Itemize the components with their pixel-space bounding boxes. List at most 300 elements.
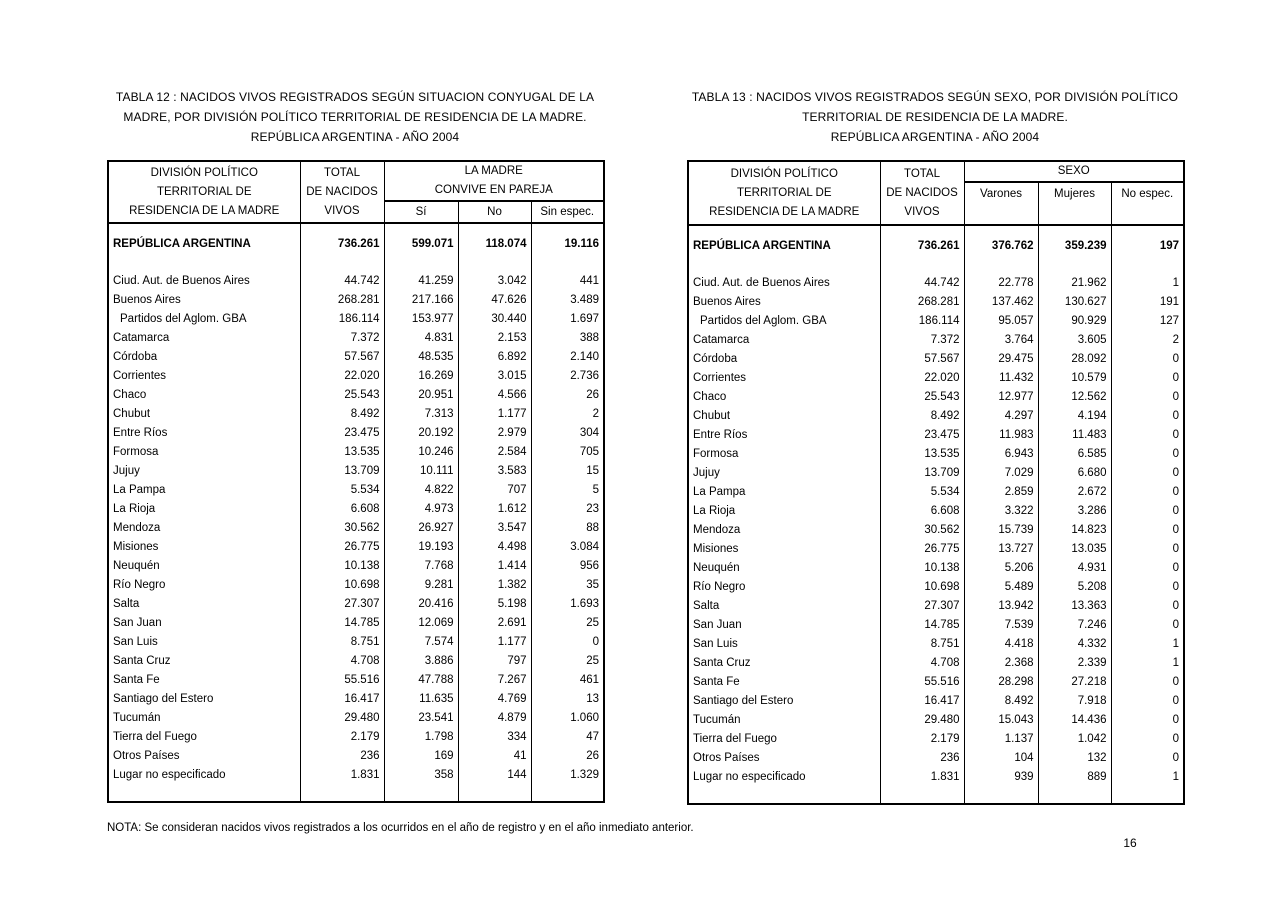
table-row [688, 730, 1184, 749]
value-cell: 27.218 [1038, 673, 1111, 692]
value-cell: 22.020 [300, 367, 384, 386]
value-cell: 11.635 [384, 690, 458, 709]
header-text-line: CONVIVE EN PAREJA [434, 184, 553, 196]
row-label: Otros Países [113, 750, 180, 762]
value-cell: 3.886 [384, 652, 458, 671]
value-cell: 0 [1111, 350, 1184, 369]
header-subcol: Sí [384, 201, 458, 223]
value-cell: 939 [964, 768, 1038, 787]
value-cell: 4.831 [384, 329, 458, 348]
table-row [108, 500, 604, 519]
row-label: Santiago del Estero [113, 693, 214, 705]
header-text-line: LA MADRE [464, 165, 523, 177]
value-cell: 358 [384, 766, 458, 785]
table-row [688, 445, 1184, 464]
value-cell: 376.762 [964, 236, 1038, 256]
value-cell: 3.764 [964, 331, 1038, 350]
header-text-line: RESIDENCIA DE LA MADRE [129, 204, 280, 217]
value-cell: 137.462 [964, 293, 1038, 312]
spacer-row [688, 787, 1184, 804]
table-row [688, 369, 1184, 388]
table-row [688, 388, 1184, 407]
value-cell: 736.261 [880, 236, 964, 256]
header-text-line: RESIDENCIA DE LA MADRE [709, 205, 860, 218]
value-cell: 2.368 [964, 654, 1038, 673]
value-cell: 0 [1111, 711, 1184, 730]
value-cell: 3.583 [458, 462, 531, 481]
row-label: Partidos del Aglom. GBA [120, 313, 247, 325]
value-cell: 5.198 [458, 595, 531, 614]
value-cell: 13.535 [880, 445, 964, 464]
value-cell: 7.267 [458, 671, 531, 690]
value-cell: 1 [1111, 654, 1184, 673]
value-cell: 8.751 [880, 635, 964, 654]
table-row [688, 597, 1184, 616]
value-cell: 0 [1111, 445, 1184, 464]
value-cell: 13 [531, 690, 604, 709]
value-cell: 7.574 [384, 633, 458, 652]
value-cell: 236 [880, 749, 964, 768]
value-cell: 2.672 [1038, 483, 1111, 502]
value-cell: 6.892 [458, 348, 531, 367]
value-cell: 599.071 [384, 234, 458, 254]
table-row [108, 424, 604, 443]
value-cell: 25.543 [880, 388, 964, 407]
value-cell: 14.823 [1038, 521, 1111, 540]
row-label: Tucumán [693, 714, 741, 726]
row-label: Lugar no especificado [113, 769, 226, 781]
value-cell: 26.775 [880, 540, 964, 559]
value-cell: 1.329 [531, 766, 604, 785]
value-cell: 20.951 [384, 386, 458, 405]
table-row [108, 614, 604, 633]
value-cell: 23 [531, 500, 604, 519]
value-cell: 4.973 [384, 500, 458, 519]
spacer-row [688, 256, 1184, 274]
value-cell: 0 [1111, 730, 1184, 749]
header-subcol: Sin espec. [531, 201, 604, 223]
row-label: Entre Ríos [693, 429, 748, 441]
table-row [688, 540, 1184, 559]
table-row [108, 576, 604, 595]
value-cell: 2.179 [880, 730, 964, 749]
value-cell: 2.584 [458, 443, 531, 462]
row-label: Tucumán [113, 712, 161, 724]
value-cell: 48.535 [384, 348, 458, 367]
header-text-line: VIVOS [904, 205, 940, 218]
value-cell: 6.608 [300, 500, 384, 519]
value-cell: 1.060 [531, 709, 604, 728]
value-cell: 236 [300, 747, 384, 766]
value-cell: 0 [1111, 388, 1184, 407]
value-cell: 2 [531, 405, 604, 424]
value-cell: 20.416 [384, 595, 458, 614]
row-label: La Pampa [693, 486, 746, 498]
value-cell: 25.543 [300, 386, 384, 405]
row-label: Chubut [693, 410, 731, 422]
value-cell: 1 [1111, 635, 1184, 654]
table-row [108, 462, 604, 481]
row-label: Otros Países [693, 752, 760, 764]
value-cell: 29.480 [300, 709, 384, 728]
value-cell: 5.489 [964, 578, 1038, 597]
value-cell: 7.029 [964, 464, 1038, 483]
value-cell: 4.879 [458, 709, 531, 728]
value-cell: 7.539 [964, 616, 1038, 635]
row-label: San Juan [693, 619, 742, 631]
value-cell: 0 [1111, 673, 1184, 692]
value-cell: 10.698 [300, 576, 384, 595]
value-cell: 1.697 [531, 310, 604, 329]
value-cell: 0 [1111, 597, 1184, 616]
value-cell: 4.332 [1038, 635, 1111, 654]
header-text-line: DIVISIÓN POLÍTICO [150, 166, 258, 179]
table-row [688, 331, 1184, 350]
value-cell: 7.246 [1038, 616, 1111, 635]
table-row [108, 386, 604, 405]
value-cell: 1.693 [531, 595, 604, 614]
row-label: Misiones [113, 541, 159, 553]
value-cell: 6.943 [964, 445, 1038, 464]
table-row [688, 654, 1184, 673]
table-row [108, 671, 604, 690]
value-cell: 47.626 [458, 291, 531, 310]
value-cell: 10.698 [880, 578, 964, 597]
value-cell: 3.605 [1038, 331, 1111, 350]
value-cell: 23.475 [880, 426, 964, 445]
value-cell: 889 [1038, 768, 1111, 787]
value-cell: 26.927 [384, 519, 458, 538]
table12-title [100, 87, 610, 147]
table-row [688, 578, 1184, 597]
value-cell: 6.680 [1038, 464, 1111, 483]
row-label: Santa Fe [113, 674, 160, 686]
value-cell: 55.516 [300, 671, 384, 690]
table-body [108, 223, 604, 802]
table12-title-line2: MADRE, POR DIVISIÓN POLÍTICO TERRITORIAL DE RESIDENCIA DE LA MADRE. [123, 110, 587, 124]
value-cell: 2 [1111, 331, 1184, 350]
value-cell: 705 [531, 443, 604, 462]
value-cell: 47 [531, 728, 604, 747]
row-label: Córdoba [693, 353, 738, 365]
value-cell: 3.286 [1038, 502, 1111, 521]
table-row [108, 633, 604, 652]
row-label: Santa Fe [693, 676, 740, 688]
row-label: Formosa [113, 446, 159, 458]
value-cell: 132 [1038, 749, 1111, 768]
row-label: Misiones [693, 543, 739, 555]
value-cell: 4.297 [964, 407, 1038, 426]
row-label: Santiago del Estero [693, 695, 794, 707]
table-row [108, 709, 604, 728]
row-label: Partidos del Aglom. GBA [700, 315, 827, 327]
table-row [108, 272, 604, 291]
header-total-nacidos-vivos [300, 161, 384, 223]
table-12-situacion-conyugal [107, 160, 605, 803]
table-row [688, 692, 1184, 711]
row-label: Entre Ríos [113, 427, 168, 439]
value-cell: 20.192 [384, 424, 458, 443]
row-label: Ciud. Aut. de Buenos Aires [113, 275, 250, 287]
table-row [108, 367, 604, 386]
value-cell: 2.859 [964, 483, 1038, 502]
value-cell: 2.339 [1038, 654, 1111, 673]
table-row [108, 405, 604, 424]
row-label: San Luis [113, 636, 158, 648]
value-cell: 1.042 [1038, 730, 1111, 749]
spacer-row [108, 254, 604, 272]
table-row [688, 350, 1184, 369]
value-cell: 11.483 [1038, 426, 1111, 445]
value-cell: 44.742 [300, 272, 384, 291]
table-row [108, 690, 604, 709]
table-row [688, 502, 1184, 521]
table-row [688, 559, 1184, 578]
value-cell: 13.535 [300, 443, 384, 462]
value-cell: 4.708 [880, 654, 964, 673]
row-label: La Pampa [113, 484, 166, 496]
table-row [108, 348, 604, 367]
table-row [108, 519, 604, 538]
row-label: Lugar no especificado [693, 771, 806, 783]
value-cell: 2.979 [458, 424, 531, 443]
value-cell: 90.929 [1038, 312, 1111, 331]
value-cell: 1.414 [458, 557, 531, 576]
value-cell: 30.562 [880, 521, 964, 540]
value-cell: 5.534 [300, 481, 384, 500]
row-label: Salta [693, 600, 720, 612]
value-cell: 3.322 [964, 502, 1038, 521]
spacer-row [108, 223, 604, 234]
value-cell: 144 [458, 766, 531, 785]
value-cell: 104 [964, 749, 1038, 768]
header-division-politico [108, 161, 300, 223]
value-cell: 8.492 [964, 692, 1038, 711]
table-row [688, 749, 1184, 768]
value-cell: 19.193 [384, 538, 458, 557]
value-cell: 23.475 [300, 424, 384, 443]
value-cell: 1.831 [300, 766, 384, 785]
table13-title-line1: TABLA 13 : NACIDOS VIVOS REGISTRADOS SEGÚN SEXO, POR DIVISIÓN POLÍTICO [691, 90, 1179, 104]
value-cell: 13.709 [300, 462, 384, 481]
value-cell: 41 [458, 747, 531, 766]
value-cell: 26.775 [300, 538, 384, 557]
table-row [108, 481, 604, 500]
value-cell: 0 [1111, 749, 1184, 768]
row-label: Río Negro [113, 579, 166, 591]
value-cell: 10.138 [300, 557, 384, 576]
value-cell: 27.307 [880, 597, 964, 616]
value-cell: 29.480 [880, 711, 964, 730]
value-cell: 0 [1111, 559, 1184, 578]
header-group [964, 161, 1184, 182]
value-cell: 736.261 [300, 234, 384, 254]
value-cell: 25 [531, 614, 604, 633]
value-cell: 26 [531, 386, 604, 405]
value-cell: 57.567 [880, 350, 964, 369]
value-cell: 268.281 [880, 293, 964, 312]
value-cell: 1.382 [458, 576, 531, 595]
header-subcol: Mujeres [1038, 182, 1111, 225]
value-cell: 118.074 [458, 234, 531, 254]
row-label: Jujuy [113, 465, 140, 477]
value-cell: 19.116 [531, 234, 604, 254]
value-cell: 21.962 [1038, 274, 1111, 293]
row-label: Chaco [693, 391, 727, 403]
value-cell: 15.739 [964, 521, 1038, 540]
table-row [688, 768, 1184, 787]
value-cell: 16.417 [880, 692, 964, 711]
value-cell: 4.769 [458, 690, 531, 709]
row-label: REPÚBLICA ARGENTINA [113, 237, 251, 250]
value-cell: 22.778 [964, 274, 1038, 293]
value-cell: 14.436 [1038, 711, 1111, 730]
value-cell: 29.475 [964, 350, 1038, 369]
row-label: Salta [113, 598, 140, 610]
table-row [688, 464, 1184, 483]
value-cell: 30.440 [458, 310, 531, 329]
value-cell: 461 [531, 671, 604, 690]
table-body [688, 225, 1184, 804]
value-cell: 13.727 [964, 540, 1038, 559]
row-label: Chubut [113, 408, 151, 420]
table13-title [680, 87, 1190, 147]
value-cell: 13.709 [880, 464, 964, 483]
header-subcol: No [458, 201, 531, 223]
value-cell: 8.751 [300, 633, 384, 652]
row-label: Tierra del Fuego [113, 731, 197, 743]
total-row [688, 236, 1184, 256]
value-cell: 0 [1111, 407, 1184, 426]
value-cell: 14.785 [300, 614, 384, 633]
value-cell: 2.153 [458, 329, 531, 348]
value-cell: 41.259 [384, 272, 458, 291]
header-subcol: Varones [964, 182, 1038, 225]
value-cell: 22.020 [880, 369, 964, 388]
table-row [688, 673, 1184, 692]
table-row [108, 652, 604, 671]
value-cell: 441 [531, 272, 604, 291]
value-cell: 7.372 [880, 331, 964, 350]
value-cell: 130.627 [1038, 293, 1111, 312]
row-label: Santa Cruz [113, 655, 171, 667]
table-row [688, 426, 1184, 445]
value-cell: 5 [531, 481, 604, 500]
value-cell: 5.206 [964, 559, 1038, 578]
value-cell: 15 [531, 462, 604, 481]
value-cell: 6.585 [1038, 445, 1111, 464]
table13-title-line3: REPÚBLICA ARGENTINA - AÑO 2004 [830, 130, 1040, 144]
value-cell: 10.138 [880, 559, 964, 578]
row-label: Santa Cruz [693, 657, 751, 669]
value-cell: 956 [531, 557, 604, 576]
header-division-politico [688, 161, 880, 225]
value-cell: 14.785 [880, 616, 964, 635]
value-cell: 3.547 [458, 519, 531, 538]
note-text: NOTA: Se consideran nacidos vivos registrados a los ocurridos en el año de registro y en el año inmediato anterior. [107, 822, 694, 834]
row-label: La Rioja [113, 503, 156, 515]
value-cell: 334 [458, 728, 531, 747]
value-cell: 0 [1111, 464, 1184, 483]
value-cell: 707 [458, 481, 531, 500]
value-cell: 2.179 [300, 728, 384, 747]
value-cell: 16.417 [300, 690, 384, 709]
row-label: Catamarca [693, 334, 750, 346]
table-row [108, 443, 604, 462]
value-cell: 10.111 [384, 462, 458, 481]
header-text-line: TOTAL [904, 167, 940, 180]
row-label: Corrientes [693, 372, 747, 384]
table-row [688, 521, 1184, 540]
header-total-nacidos-vivos [880, 161, 964, 225]
value-cell: 13.035 [1038, 540, 1111, 559]
value-cell: 1.831 [880, 768, 964, 787]
value-cell: 35 [531, 576, 604, 595]
value-cell: 16.269 [384, 367, 458, 386]
value-cell: 12.977 [964, 388, 1038, 407]
header-text-line: TERRITORIAL DE [156, 185, 252, 198]
row-label: Buenos Aires [693, 296, 761, 308]
value-cell: 11.432 [964, 369, 1038, 388]
row-label: San Juan [113, 617, 162, 629]
value-cell: 1 [1111, 768, 1184, 787]
row-label: Mendoza [113, 522, 161, 534]
value-cell: 10.246 [384, 443, 458, 462]
table-header [688, 161, 1184, 225]
value-cell: 0 [1111, 521, 1184, 540]
value-cell: 23.541 [384, 709, 458, 728]
value-cell: 8.492 [300, 405, 384, 424]
table12-title-line3: REPÚBLICA ARGENTINA - AÑO 2004 [250, 130, 460, 144]
table-row [688, 312, 1184, 331]
table-header [108, 161, 604, 223]
row-label: Neuquén [113, 560, 160, 572]
page-number: 16 [1123, 836, 1137, 850]
value-cell: 4.418 [964, 635, 1038, 654]
value-cell: 44.742 [880, 274, 964, 293]
value-cell: 304 [531, 424, 604, 443]
value-cell: 47.788 [384, 671, 458, 690]
table-row [688, 635, 1184, 654]
value-cell: 5.208 [1038, 578, 1111, 597]
value-cell: 191 [1111, 293, 1184, 312]
value-cell: 4.566 [458, 386, 531, 405]
value-cell: 186.114 [300, 310, 384, 329]
table-row [688, 274, 1184, 293]
total-row [108, 234, 604, 254]
value-cell: 268.281 [300, 291, 384, 310]
value-cell: 55.516 [880, 673, 964, 692]
table13-title-line2: TERRITORIAL DE RESIDENCIA DE LA MADRE. [802, 110, 1068, 124]
value-cell: 1.137 [964, 730, 1038, 749]
value-cell: 25 [531, 652, 604, 671]
value-cell: 7.313 [384, 405, 458, 424]
row-label: REPÚBLICA ARGENTINA [693, 239, 831, 252]
row-label: Buenos Aires [113, 294, 181, 306]
value-cell: 2.691 [458, 614, 531, 633]
header-text-line: TOTAL [324, 166, 360, 179]
row-label: La Rioja [693, 505, 736, 517]
header-text-line: VIVOS [324, 204, 360, 217]
value-cell: 217.166 [384, 291, 458, 310]
value-cell: 28.092 [1038, 350, 1111, 369]
value-cell: 0 [531, 633, 604, 652]
value-cell: 12.562 [1038, 388, 1111, 407]
value-cell: 1.798 [384, 728, 458, 747]
table-row [108, 538, 604, 557]
header-text-line: TERRITORIAL DE [736, 186, 832, 199]
row-label: Mendoza [693, 524, 741, 536]
